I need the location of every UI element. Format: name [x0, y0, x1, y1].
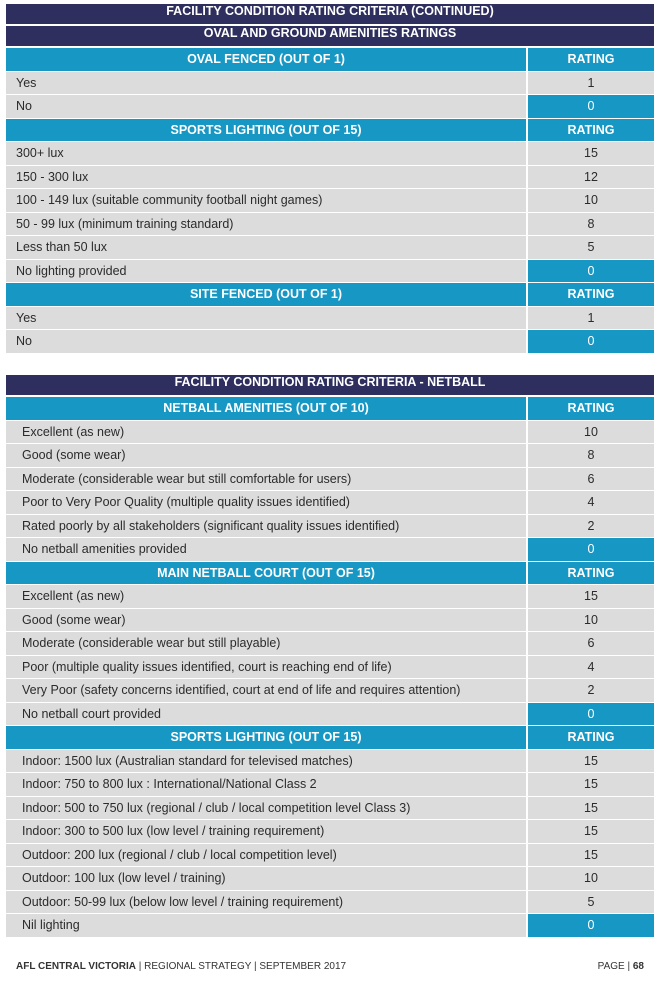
rating-value: 1: [528, 307, 654, 330]
rating-value: 12: [528, 166, 654, 189]
table-row: [6, 236, 654, 260]
criteria-label: Yes: [6, 307, 528, 330]
table-title: FACILITY CONDITION RATING CRITERIA (CONTINUED): [6, 4, 654, 26]
table-row: [6, 538, 654, 562]
table-row: [6, 656, 654, 680]
rating-column-header: RATING: [528, 562, 654, 585]
criteria-label: No netball court provided: [6, 703, 528, 726]
criteria-label: Nil lighting: [6, 914, 528, 937]
criteria-label: No lighting provided: [6, 260, 528, 283]
table-row: [6, 166, 654, 190]
rating-value: 15: [528, 844, 654, 867]
footer-org: AFL CENTRAL VICTORIA: [16, 960, 137, 972]
rating-column-header: RATING: [528, 726, 654, 749]
rating-value: 4: [528, 491, 654, 514]
criteria-label: Rated poorly by all stakeholders (significant quality issues identified): [6, 515, 528, 538]
criteria-label: Indoor: 750 to 800 lux : International/National Class 2: [6, 773, 528, 796]
rating-value: 15: [528, 585, 654, 608]
section-header: [6, 726, 654, 750]
table-row: [6, 213, 654, 237]
table-row: [6, 260, 654, 284]
table-row: [6, 307, 654, 331]
table-row: [6, 797, 654, 821]
rating-value: 0: [528, 914, 654, 937]
criteria-label: No: [6, 95, 528, 118]
rating-value: 10: [528, 189, 654, 212]
criteria-label: Poor (multiple quality issues identified, court is reaching end of life): [6, 656, 528, 679]
page-footer: [16, 958, 644, 974]
table-row: [6, 844, 654, 868]
criteria-label: 150 - 300 lux: [6, 166, 528, 189]
netball-ratings-table: [6, 375, 654, 938]
criteria-label: Yes: [6, 72, 528, 95]
table-subtitle: OVAL AND GROUND AMENITIES RATINGS: [6, 26, 654, 48]
table-row: [6, 142, 654, 166]
table-row: [6, 468, 654, 492]
criteria-label: Less than 50 lux: [6, 236, 528, 259]
criteria-label: Excellent (as new): [6, 421, 528, 444]
table-row: [6, 189, 654, 213]
page-number: 68: [632, 960, 644, 972]
section-title: SITE FENCED (OUT OF 1): [6, 283, 528, 306]
rating-value: 6: [528, 468, 654, 491]
criteria-label: Indoor: 500 to 750 lux (regional / club / local competition level Class 3): [6, 797, 528, 820]
criteria-label: Good (some wear): [6, 444, 528, 467]
section-title: SPORTS LIGHTING (OUT OF 15): [6, 726, 528, 749]
criteria-label: No netball amenities provided: [6, 538, 528, 561]
table-body: [6, 48, 654, 354]
rating-value: 15: [528, 773, 654, 796]
criteria-label: Excellent (as new): [6, 585, 528, 608]
rating-value: 5: [528, 236, 654, 259]
rating-value: 1: [528, 72, 654, 95]
criteria-label: Poor to Very Poor Quality (multiple quality issues identified): [6, 491, 528, 514]
rating-value: 15: [528, 750, 654, 773]
table-row: [6, 891, 654, 915]
table-row: [6, 491, 654, 515]
criteria-label: Moderate (considerable wear but still playable): [6, 632, 528, 655]
table-title: FACILITY CONDITION RATING CRITERIA - NETBALL: [6, 375, 654, 397]
table-row: [6, 95, 654, 119]
criteria-label: 300+ lux: [6, 142, 528, 165]
section-header: [6, 562, 654, 586]
table-row: [6, 72, 654, 96]
criteria-label: Very Poor (safety concerns identified, court at end of life and requires attention): [6, 679, 528, 702]
rating-column-header: RATING: [528, 283, 654, 306]
section-header: [6, 283, 654, 307]
criteria-label: Moderate (considerable wear but still comfortable for users): [6, 468, 528, 491]
table-row: [6, 867, 654, 891]
rating-value: 0: [528, 703, 654, 726]
section-title: SPORTS LIGHTING (OUT OF 15): [6, 119, 528, 142]
criteria-label: No: [6, 330, 528, 353]
rating-value: 8: [528, 444, 654, 467]
rating-value: 15: [528, 820, 654, 843]
rating-column-header: RATING: [528, 48, 654, 71]
table-row: [6, 585, 654, 609]
table-row: [6, 632, 654, 656]
table-row: [6, 679, 654, 703]
table-row: [6, 914, 654, 938]
rating-value: 15: [528, 142, 654, 165]
rating-value: 8: [528, 213, 654, 236]
table-row: [6, 773, 654, 797]
table-row: [6, 444, 654, 468]
oval-ground-ratings-table: [6, 4, 654, 354]
rating-column-header: RATING: [528, 397, 654, 420]
page-label: PAGE |: [597, 960, 633, 972]
table-row: [6, 609, 654, 633]
rating-value: 4: [528, 656, 654, 679]
section-header: [6, 48, 654, 72]
rating-value: 10: [528, 609, 654, 632]
rating-value: 0: [528, 95, 654, 118]
rating-value: 15: [528, 797, 654, 820]
section-header: [6, 119, 654, 143]
criteria-label: Outdoor: 50-99 lux (below low level / training requirement): [6, 891, 528, 914]
criteria-label: Good (some wear): [6, 609, 528, 632]
table-row: [6, 330, 654, 354]
rating-value: 6: [528, 632, 654, 655]
rating-value: 0: [528, 330, 654, 353]
table-body: [6, 397, 654, 938]
footer-left: [16, 961, 346, 972]
section-title: MAIN NETBALL COURT (OUT OF 15): [6, 562, 528, 585]
rating-value: 10: [528, 867, 654, 890]
table-row: [6, 703, 654, 727]
criteria-label: Outdoor: 200 lux (regional / club / local competition level): [6, 844, 528, 867]
table-row: [6, 820, 654, 844]
criteria-label: 50 - 99 lux (minimum training standard): [6, 213, 528, 236]
criteria-label: Indoor: 1500 lux (Australian standard for televised matches): [6, 750, 528, 773]
criteria-label: 100 - 149 lux (suitable community football night games): [6, 189, 528, 212]
table-row: [6, 750, 654, 774]
criteria-label: Outdoor: 100 lux (low level / training): [6, 867, 528, 890]
rating-value: 10: [528, 421, 654, 444]
footer-doc: | REGIONAL STRATEGY | SEPTEMBER 2017: [136, 960, 347, 972]
rating-value: 0: [528, 260, 654, 283]
rating-value: 2: [528, 515, 654, 538]
section-title: NETBALL AMENITIES (OUT OF 10): [6, 397, 528, 420]
section-title: OVAL FENCED (OUT OF 1): [6, 48, 528, 71]
table-row: [6, 515, 654, 539]
rating-column-header: RATING: [528, 119, 654, 142]
criteria-label: Indoor: 300 to 500 lux (low level / training requirement): [6, 820, 528, 843]
table-row: [6, 421, 654, 445]
rating-value: 5: [528, 891, 654, 914]
section-header: [6, 397, 654, 421]
footer-right: [598, 961, 644, 972]
rating-value: 2: [528, 679, 654, 702]
rating-value: 0: [528, 538, 654, 561]
